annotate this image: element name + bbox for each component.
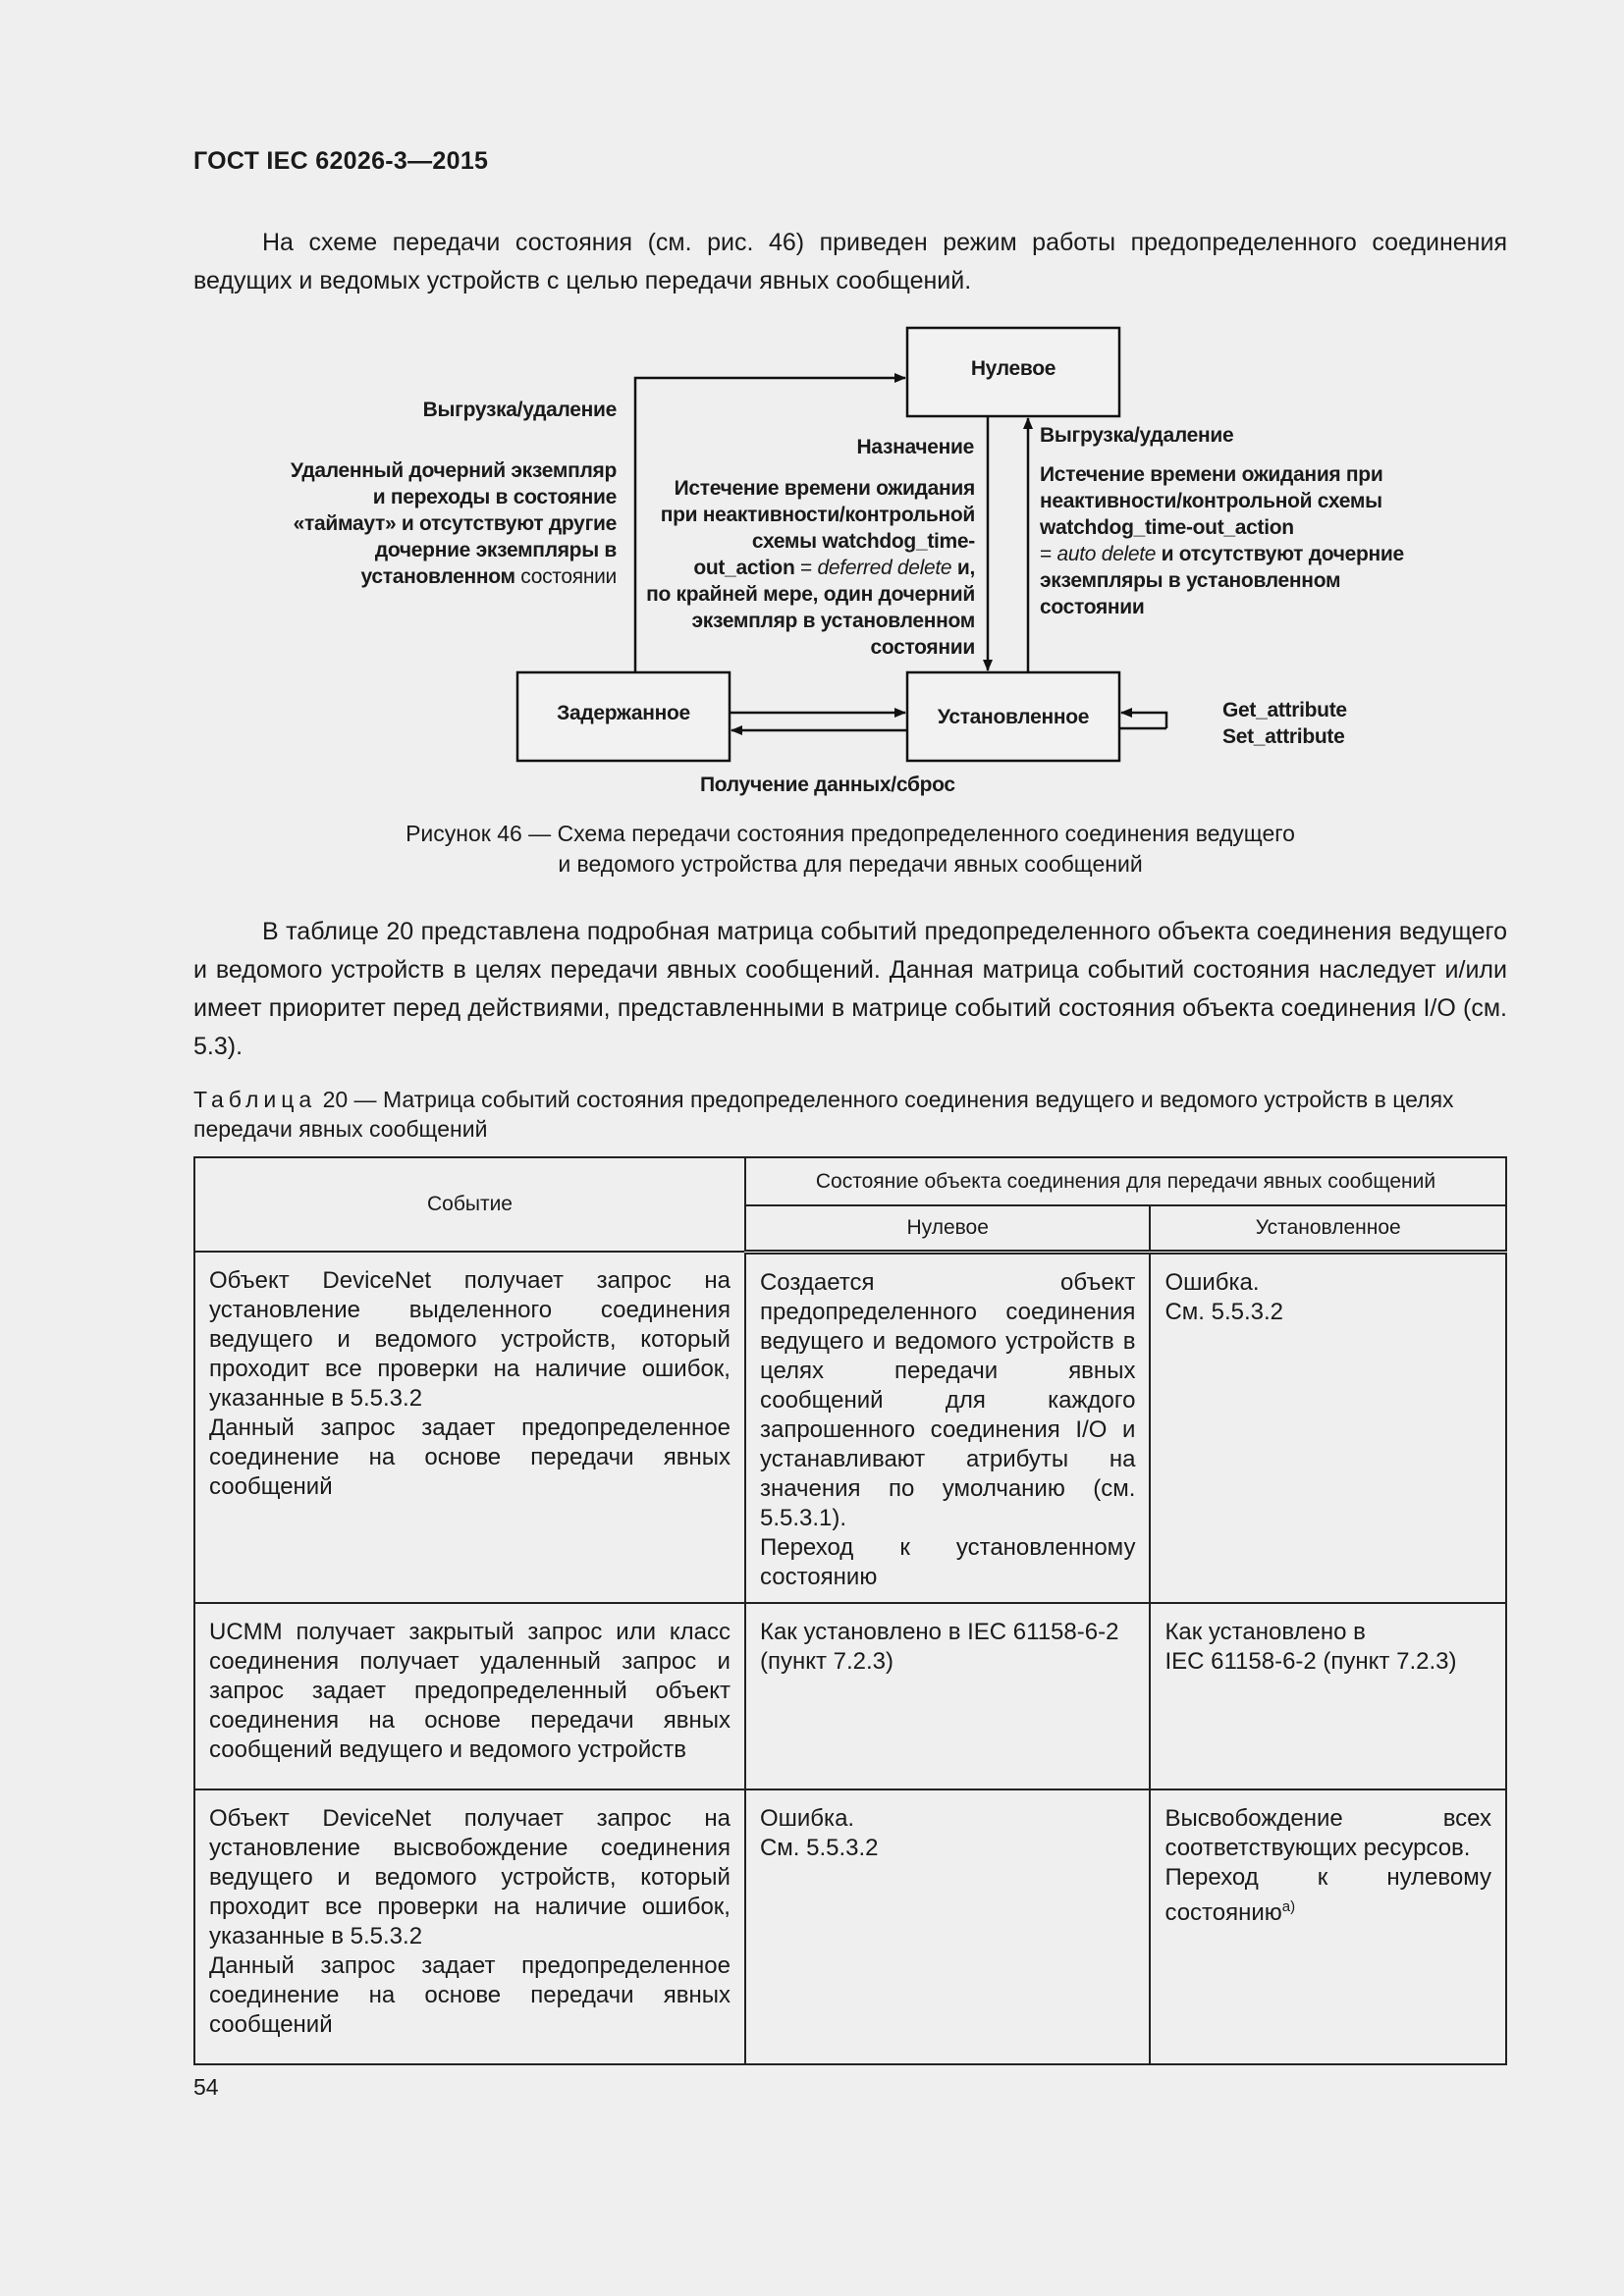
row3-null: Ошибка. См. 5.5.3.2 xyxy=(745,1789,1150,2064)
attribute-labels xyxy=(1222,697,1419,750)
left-transition-title: Выгрузка/удаление xyxy=(422,399,617,421)
row1-established: Ошибка. См. 5.5.3.2 xyxy=(1150,1252,1506,1603)
row2-event: UCMM получает закрытый запрос или класс соединения получает удаленный запрос и запрос задает предопределенный объект соединения на основе передачи явных сообщений ведущего и ведомого устройств xyxy=(194,1603,745,1789)
figure-caption xyxy=(193,819,1507,880)
intro-paragraph-text: На схеме передачи состояния (см. рис. 46) приведен режим работы предопределенного соединения ведущих и ведомых устройств с целью передачи явных сообщений. xyxy=(193,229,1507,294)
header-state-group: Состояние объекта соединения для передачи явных сообщений xyxy=(745,1157,1506,1205)
right-transition-title: Выгрузка/удаление xyxy=(1040,424,1234,447)
right-transition-condition: Истечение времени ожидания при неактивности/контрольной схемы watchdog_time-out_action = auto delete и отсутствуют дочерние экземпляры в установленном состоянии xyxy=(1040,463,1404,618)
header-established: Установленное xyxy=(1150,1205,1506,1252)
intro-paragraph xyxy=(193,224,1507,300)
set-attribute-label: Set_attribute xyxy=(1222,725,1345,748)
table-row xyxy=(194,1789,1506,2064)
table-intro-text: В таблице 20 представлена подробная матрица событий предопределенного объекта соединения ведущего и ведомого устройств в целях передачи явных сообщений. Данная матрица событий состояния наследует и/или имеет приоритет перед действиями, представленными в матрице событий состояния объекта соединения I/O (см. 5.3). xyxy=(193,918,1507,1060)
state-null-label: Нулевое xyxy=(970,357,1056,380)
page-number: 54 xyxy=(193,2074,219,2100)
table-row xyxy=(194,1603,1506,1789)
state-established-label: Установленное xyxy=(937,706,1090,728)
bottom-transition-label: Получение данных/сброс xyxy=(700,774,955,796)
center-transition-title: Назначение xyxy=(856,436,974,458)
row2-null: Как установлено в IEC 61158-6-2 (пункт 7.2.3) xyxy=(745,1603,1150,1789)
document-header: ГОСТ IEC 62026-3—2015 xyxy=(193,147,489,175)
left-transition-condition xyxy=(204,457,617,590)
state-transition-diagram xyxy=(0,314,1624,805)
center-transition-condition: Истечение времени ожидания при неактивности/контрольной схемы watchdog_time- out_action = deferred delete и, по крайней мере, один дочерний экземпляр в установленном состоянии xyxy=(646,477,975,659)
get-attribute-label: Get_attribute xyxy=(1222,699,1347,721)
left-line-1: Удаленный дочерний экземпляр xyxy=(290,459,617,482)
left-line-5: установленном состоянии xyxy=(360,565,617,588)
table-caption: Таблица 20 — Матрица событий состояния предопределенного соединения ведущего и ведомого устройств в целях передачи явных сообщений xyxy=(193,1087,1454,1142)
left-line-4: дочерние экземпляры в xyxy=(374,539,617,561)
left-line-2: и переходы в состояние xyxy=(372,486,617,508)
row3-event: Объект DeviceNet получает запрос на установление высвобождение соединения ведущего и ведомого устройств, который проходит все проверки на наличие ошибок, указанные в 5.5.3.2 Данный запрос задает предопределенное соединение на основе передачи явных сообщений xyxy=(194,1789,745,2064)
header-event: Событие xyxy=(194,1157,745,1252)
row1-null: Создается объект предопределенного соединения ведущего и ведомого устройств в целях передачи явных сообщений для каждого запрошенного соединения I/O и устанавливают атрибуты на значения по умолчанию (см. 5.5.3.1). Переход к установленному состоянию xyxy=(745,1252,1150,1603)
header-null: Нулевое xyxy=(745,1205,1150,1252)
row2-established: Как установлено в IEC 61158-6-2 (пункт 7.2.3) xyxy=(1150,1603,1506,1789)
row3-established: Высвобождение всех соответствующих ресурсов. Переход к нулевому состоянию$^{а)}$ xyxy=(1150,1789,1506,2064)
arrow-attribute-self-loop xyxy=(1121,713,1166,728)
row1-event: Объект DeviceNet получает запрос на установление выделенного соединения ведущего и ведомого устройств, который проходит все проверки на наличие ошибок, указанные в 5.5.3.2 Данный запрос задает предопределенное соединение на основе передачи явных сообщений xyxy=(194,1252,745,1603)
state-deferred-label: Задержанное xyxy=(557,702,690,724)
left-line-3: «таймаут» и отсутствуют другие xyxy=(293,512,617,535)
table-row xyxy=(194,1252,1506,1603)
event-matrix-table xyxy=(193,1156,1507,2065)
table-intro-paragraph xyxy=(193,913,1507,1066)
figure-caption-line-2: и ведомого устройства для передачи явных сообщений xyxy=(558,851,1143,877)
figure-caption-line-1: Рисунок 46 — Схема передачи состояния предопределенного соединения ведущего xyxy=(406,821,1295,846)
